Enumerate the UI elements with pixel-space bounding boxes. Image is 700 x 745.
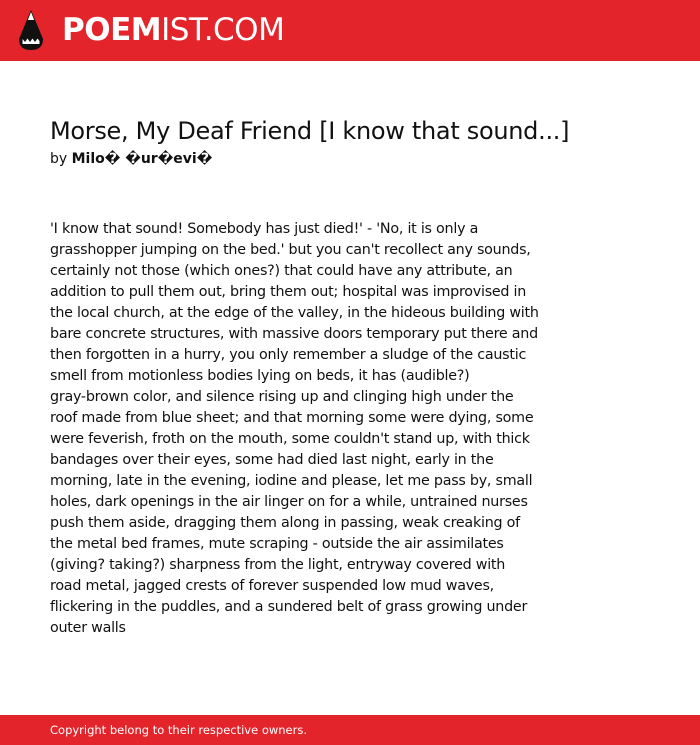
poem-line: holes, dark openings in the air linger on for a while, untrained nurses xyxy=(50,494,528,510)
author-name[interactable]: Milo� �ur�evi� xyxy=(71,151,213,167)
poem-line: push them aside, dragging them along in passing, weak creaking of xyxy=(50,515,520,531)
pencil-tip-icon[interactable] xyxy=(17,9,45,51)
poem-line: 'I know that sound! Somebody has just died!' - 'No, it is only a xyxy=(50,221,479,237)
poem-line: grasshopper jumping on the bed.' but you can't recollect any sounds, xyxy=(50,242,531,258)
poem-line: bare concrete structures, with massive doors temporary put there and xyxy=(50,326,538,342)
poem-line: addition to pull them out, bring them out; hospital was improvised in xyxy=(50,284,527,300)
site-header xyxy=(0,0,700,61)
poem-title: Morse, My Deaf Friend [I know that sound...] xyxy=(50,117,570,145)
poem-line: gray-brown color, and silence rising up and clinging high under the xyxy=(50,389,514,405)
poem-line: then forgotten in a hurry, you only remember a sludge of the caustic xyxy=(50,347,527,363)
poem-line: smell from motionless bodies lying on beds, it has (audible?) xyxy=(50,368,470,384)
copyright-text: Copyright belong to their respective owners. xyxy=(50,723,308,737)
poem-line: roof made from blue sheet; and that morning some were dying, some xyxy=(50,410,534,426)
poem-line: were feverish, froth on the mouth, some couldn't stand up, with thick xyxy=(50,431,530,447)
poem-line: bandages over their eyes, some had died last night, early in the xyxy=(50,452,494,468)
poem-line: the local church, at the edge of the valley, in the hideous building with xyxy=(50,305,539,321)
byline xyxy=(50,149,212,169)
poem-line: road metal, jagged crests of forever suspended low mud waves, xyxy=(50,578,494,594)
logo-light-text: IST.COM xyxy=(161,12,285,48)
logo-bold-text: POEM xyxy=(62,12,162,48)
by-label: by xyxy=(50,151,68,167)
poem-line: flickering in the puddles, and a sundered belt of grass growing under xyxy=(50,599,528,615)
poem-line: the metal bed frames, mute scraping - outside the air assimilates xyxy=(50,536,504,552)
poem-body xyxy=(50,219,550,639)
site-logo[interactable] xyxy=(62,10,284,50)
poem-line: certainly not those (which ones?) that could have any attribute, an xyxy=(50,263,513,279)
poem-line: morning, late in the evening, iodine and please, let me pass by, small xyxy=(50,473,533,489)
poem-line: outer walls xyxy=(50,620,126,636)
poem-line: (giving? taking?) sharpness from the light, entryway covered with xyxy=(50,557,506,573)
site-footer xyxy=(0,715,700,745)
